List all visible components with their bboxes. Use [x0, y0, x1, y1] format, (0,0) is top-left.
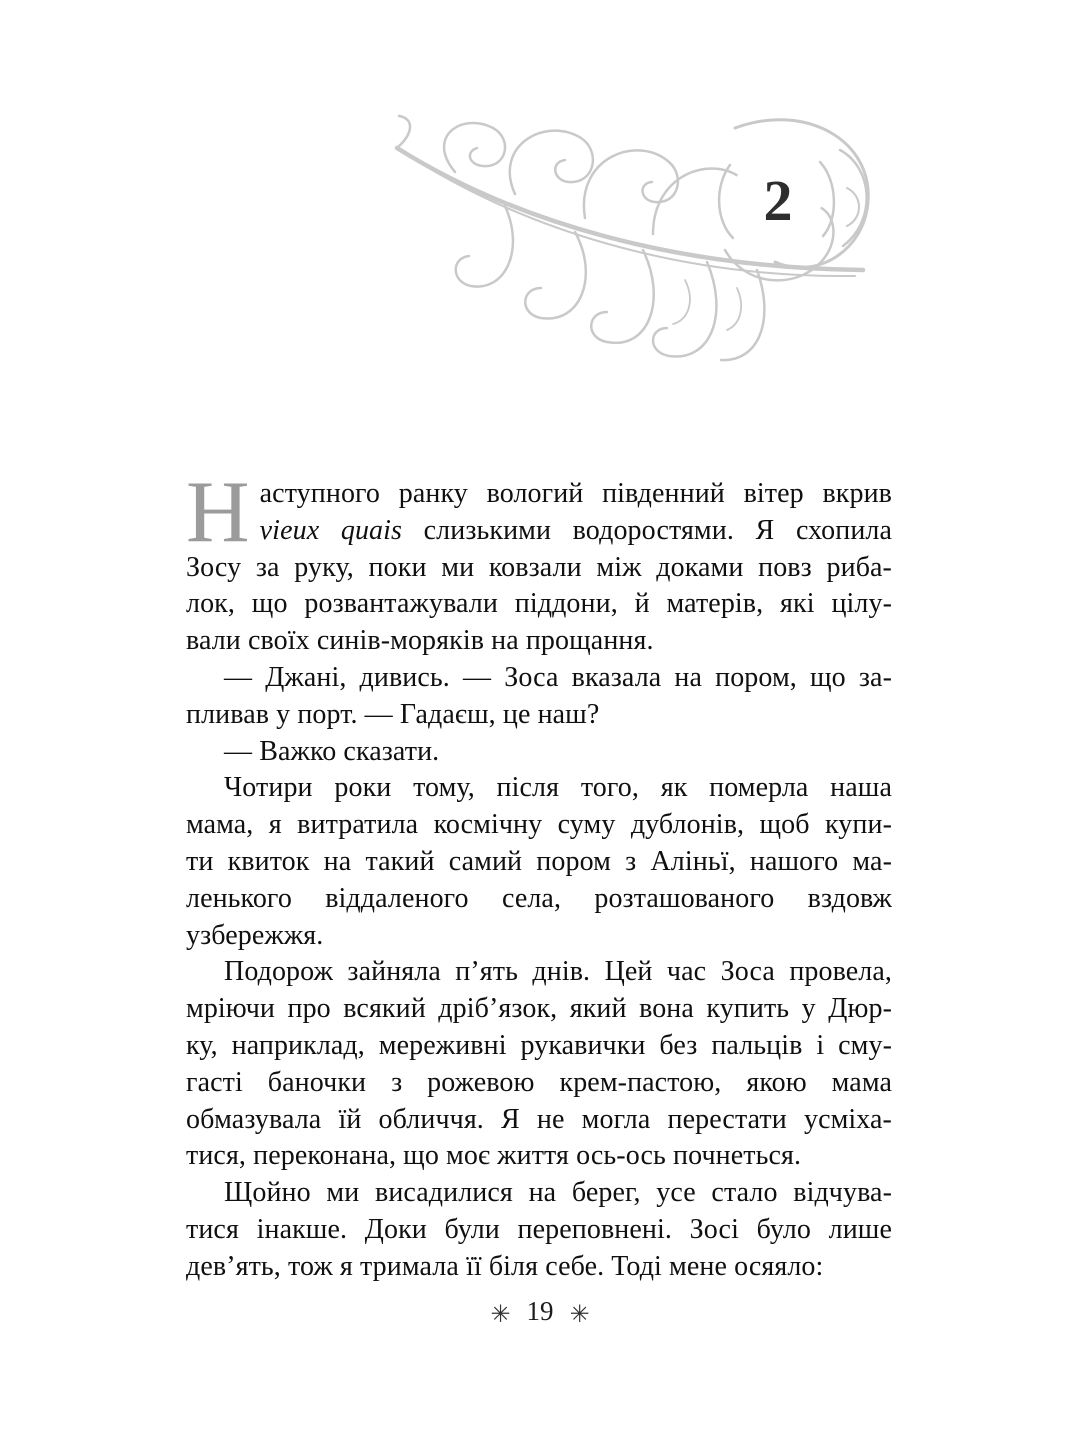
chapter-number: 2 — [763, 168, 793, 233]
text-line: ти квиток на такий самий пором з Аліньї, нашого ма- — [186, 845, 892, 877]
page-number: 19 — [526, 1296, 554, 1326]
star-ornament-icon: ✳ — [490, 1300, 511, 1328]
paragraph — [186, 660, 892, 734]
text-line: гасті баночки з рожевою крем-пастою, якою мама — [186, 1066, 892, 1098]
paragraph — [186, 954, 892, 1175]
paragraph — [186, 1175, 892, 1285]
feather-ornament — [385, 110, 880, 395]
text-line: тися інакше. Доки були переповнені. Зосі було лише — [186, 1213, 892, 1245]
drop-cap: Н — [186, 464, 250, 561]
text-line: аступного ранку вологий південний вітер вкрив — [259, 478, 892, 509]
body-text — [186, 464, 893, 1286]
text-line — [186, 513, 892, 550]
text-line: ку, наприклад, мереживні рукавички без пальців і сму- — [186, 1029, 892, 1061]
text-line: — Важко сказати. — [224, 735, 440, 767]
text-line: мама, я витратила космічну суму дублонів, щоб купи- — [186, 809, 892, 841]
text-line: мріючи про всякий дріб’язок, який вона купить у Дюр- — [186, 993, 892, 1025]
text-line: обмазувала їй обличчя. Я не могла перестати усміха- — [186, 1103, 892, 1135]
feather-icon — [385, 110, 880, 395]
text-line: вали своїх синів-моряків на прощання. — [186, 625, 654, 657]
paragraph — [186, 734, 892, 771]
text-line: Щойно ми висадилися на берег, усе стало відчува- — [224, 1177, 892, 1209]
paragraph — [186, 770, 892, 954]
star-ornament-icon: ✳ — [569, 1300, 590, 1328]
text-line: Зосу за руку, поки ми ковзали між доками повз риба- — [186, 551, 892, 583]
text-line: лок, що розвантажували піддони, й матерів, які цілу- — [186, 588, 892, 620]
page-footer — [0, 1296, 1080, 1328]
text-line: Чотири роки тому, після того, як померла наша — [224, 772, 892, 804]
text-line: ленького віддаленого села, розташованого вздовж — [186, 882, 892, 914]
italic-phrase: vieux quais — [259, 514, 403, 546]
text-line: тися, переконана, що моє життя ось-ось почнеться. — [186, 1140, 802, 1172]
text-segment: слизькими водоростями. Я схопила — [402, 514, 893, 546]
text-line: пливав у порт. — Гадаєш, це наш? — [186, 698, 600, 730]
text-line: — Джані, дивись. — Зоса вказала на пором, що за- — [224, 661, 892, 693]
text-line: узбережжя. — [186, 919, 324, 951]
paragraph — [186, 464, 893, 660]
text-line: дев’ять, тож я тримала її біля себе. Тоді мене осяяло: — [186, 1250, 824, 1282]
text-line: Подорож зайняла п’ять днів. Цей час Зоса провела, — [224, 956, 892, 988]
